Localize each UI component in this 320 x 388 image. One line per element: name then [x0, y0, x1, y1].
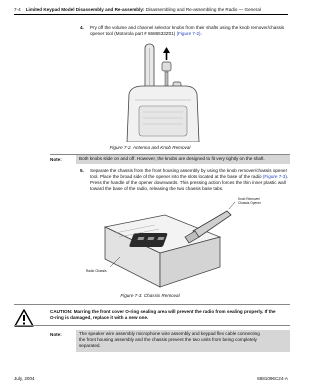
footer-doc-number: 6881096C24-A: [257, 376, 288, 381]
note-2-line-2: the front housing assembly and the chassis prevent the two units from being completely: [79, 337, 257, 342]
step-4-line-2: opener tool (Motorola part # 6686533Z01): [90, 31, 177, 36]
note-1-label: Note:: [50, 157, 62, 162]
page-number: 7-4: [14, 7, 21, 12]
note-2-line-1: The speaker wire assembly microphone wire assembly and keypad flex cable connecting: [79, 331, 260, 336]
step-5-line-2-end: .: [286, 174, 289, 179]
caution-line-1: CAUTION: Marring the front cover O-ring sealing area will prevent the radio from sealing properly. If the: [50, 309, 276, 314]
step-5-line-4: toward the base of the radio, releasing the two chassis base tabs.: [90, 186, 224, 191]
step-4-number: 4.: [80, 25, 84, 30]
figure-7-2-link[interactable]: (Figure 7-2): [176, 31, 201, 36]
step-5: [80, 168, 290, 194]
caution-top-rule: [14, 304, 290, 305]
page-header: [14, 7, 261, 12]
chassis-removal-figure: [95, 197, 245, 292]
footer-date: July, 2004: [14, 376, 35, 381]
note-2-line-3: separated.: [79, 343, 101, 348]
knob-remover-label-line-1: Knob Remover/: [238, 197, 261, 201]
step-4-line-1: Pry off the volume and channel selector knobs from their shafts using the knob remover/chassis: [90, 25, 285, 30]
figure-7-3-link[interactable]: (Figure 7-3): [262, 174, 287, 179]
caution-bottom-rule: [14, 325, 290, 326]
note-1-text: Both knobs slide on and off. However, the knobs are designed to fit very tightly on the shaft.: [76, 155, 290, 164]
note-2-label: Note:: [50, 332, 62, 337]
caution-text: [50, 309, 290, 321]
step-5-number: 5.: [80, 168, 84, 173]
figure-7-2-caption: Figure 7-2. Antenna and Knob Removal: [109, 145, 191, 150]
header-title-rest: Disassembling and Re-assembling the Radio — General: [144, 7, 261, 12]
radio-chassis-label: Radio Chassis: [86, 269, 107, 273]
step-5-line-1: Separate the chassis from the front housing assembly by using the knob remover/chassis opener: [90, 168, 288, 173]
header-rule: [14, 14, 288, 15]
step-5-line-3: Press the handle of the opener downwards. This pressing action forces the thin inner plastic wall: [90, 180, 286, 185]
step-5-line-2: tool. Place the broad side of the opener into the slots located at the base of the radio: [90, 174, 263, 179]
antenna-knob-figure: [115, 42, 210, 142]
note-2-text: [76, 330, 290, 352]
step-4: [80, 25, 290, 39]
caution-line-2: O-ring is damaged, replace it with a new one.: [50, 315, 149, 320]
step-4-line-2-end: .: [200, 31, 202, 36]
header-title-bold: Limited Keypad Model Disassembly and Re-assembly:: [25, 7, 145, 12]
knob-remover-label-line-2: Chassis Opener: [238, 201, 261, 205]
figure-7-3-caption: Figure 7-3. Chassis Removal: [120, 293, 180, 298]
knob-remover-label: [238, 197, 261, 205]
